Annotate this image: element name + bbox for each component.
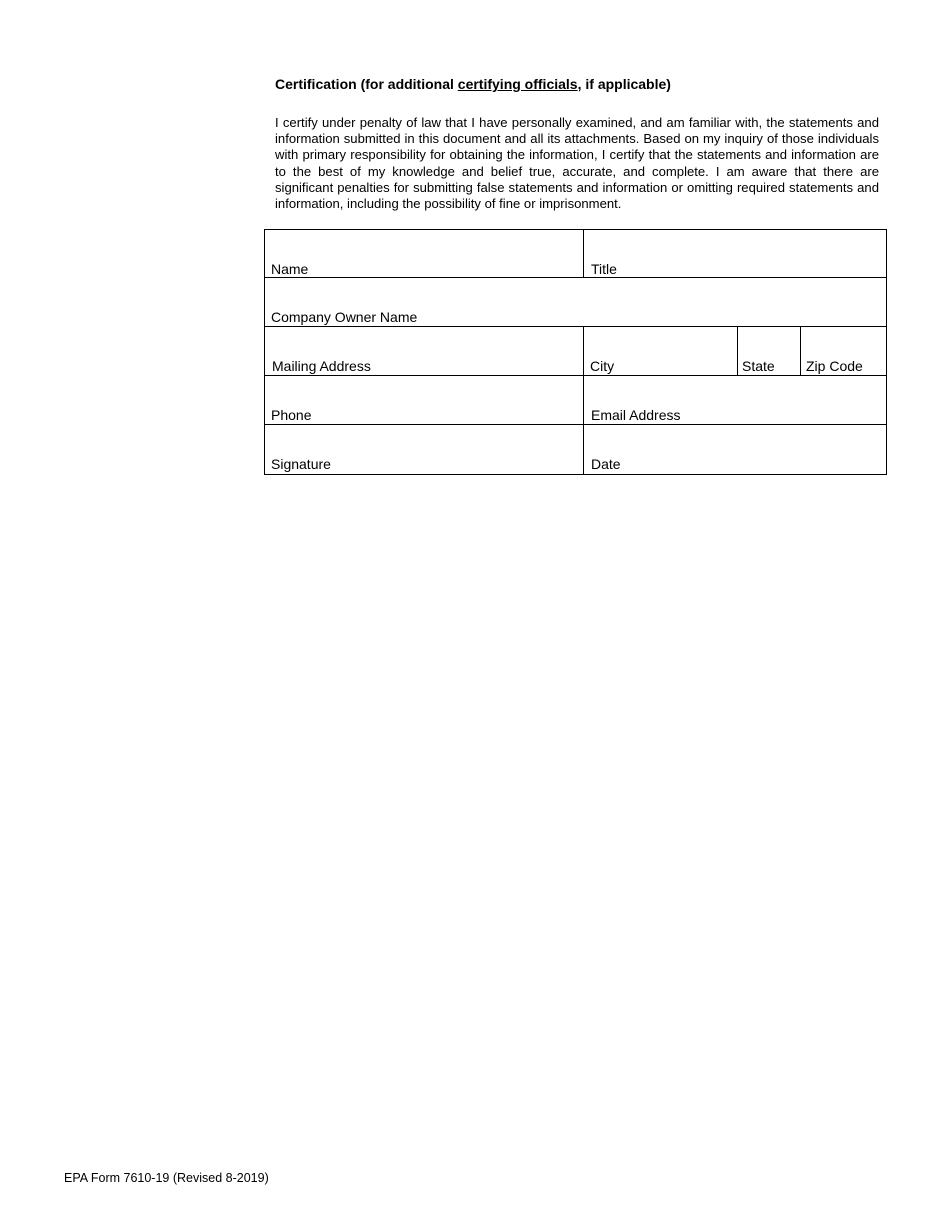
- company-owner-name-field[interactable]: [265, 278, 886, 326]
- zip-code-label: Zip Code: [806, 358, 863, 374]
- company-owner-name-label: Company Owner Name: [271, 309, 418, 325]
- heading-prefix: Certification (for additional: [275, 76, 458, 92]
- name-label: Name: [271, 261, 309, 277]
- mailing-address-label: Mailing Address: [272, 358, 371, 374]
- signature-field[interactable]: [265, 425, 584, 473]
- certifying-official-form: [264, 229, 887, 475]
- certification-statement: I certify under penalty of law that I have personally examined, and am familiar with, the statements and information submitted in this document and all its attachments. Based on my inquiry of those individuals with primary responsibility for obtaining the information, I certify that the statements and information are to the best of my knowledge and belief true, accurate, and complete. I am aware that there are significant penalties for submitting false statements and information or omitting required statements and information, including the possibility of fine or imprisonment.: [275, 115, 879, 212]
- date-label: Date: [591, 456, 621, 472]
- date-field[interactable]: [584, 425, 886, 473]
- email-address-label: Email Address: [591, 407, 681, 423]
- name-field[interactable]: [265, 230, 584, 278]
- signature-label: Signature: [271, 456, 331, 472]
- certification-heading: [275, 76, 671, 92]
- email-address-field[interactable]: [584, 376, 886, 424]
- city-field[interactable]: [584, 327, 737, 375]
- state-field[interactable]: [738, 327, 800, 375]
- phone-field[interactable]: [265, 376, 584, 424]
- heading-certifying-officials: certifying officials: [457, 76, 578, 92]
- state-label: State: [742, 358, 775, 374]
- city-label: City: [590, 358, 615, 374]
- phone-label: Phone: [271, 407, 312, 423]
- zip-code-field[interactable]: [801, 327, 886, 375]
- mailing-address-field[interactable]: [265, 327, 584, 375]
- title-label: Title: [591, 261, 617, 277]
- form-footer-id: EPA Form 7610-19 (Revised 8-2019): [64, 1171, 269, 1185]
- title-field[interactable]: [584, 230, 886, 278]
- heading-suffix: , if applicable): [577, 76, 671, 92]
